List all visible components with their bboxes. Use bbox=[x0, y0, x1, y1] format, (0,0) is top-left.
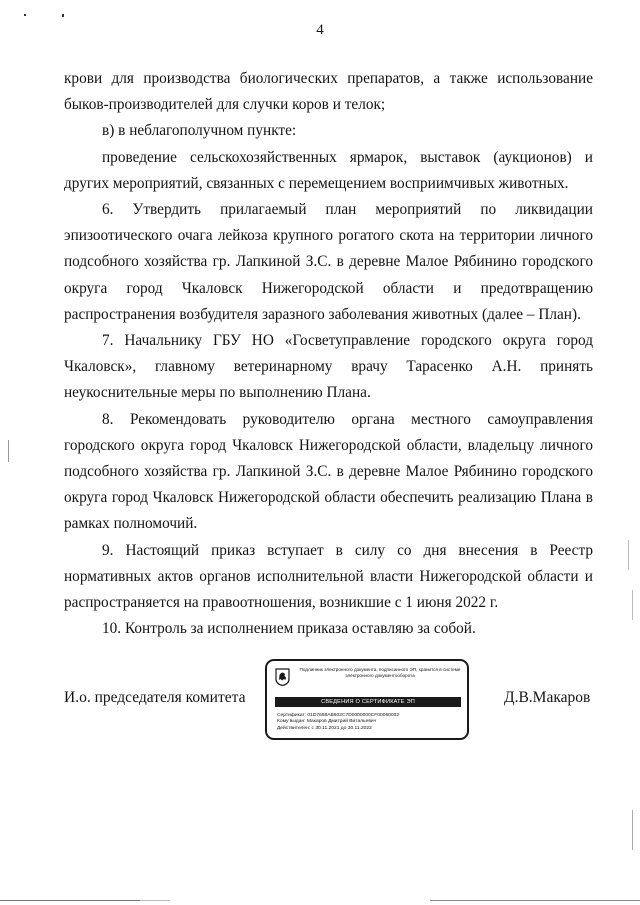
paragraph-item-7: 7. Начальнику ГБУ НО «Госветуправление городского округа город Чкаловск», главному ветеринарному врачу Тарасенко А.Н. принять неукоснительные меры по выполнению Плана. bbox=[64, 332, 593, 402]
signer-position: И.о. председателя комитета bbox=[64, 689, 246, 706]
paragraph-item-10: 10. Контроль за исполнением приказа оставляю за собой. bbox=[102, 620, 476, 638]
electronic-signature-stamp bbox=[265, 659, 469, 740]
certificate-validity: Действителен: с 30.11.2021 до 30.11.2022 bbox=[277, 725, 372, 731]
scan-bottom-line bbox=[430, 900, 640, 901]
scan-edge-mark bbox=[632, 590, 633, 620]
paragraph-subitem-v: в) в неблагополучном пункте: bbox=[102, 122, 297, 140]
paragraph-item-9: 9. Настоящий приказ вступает в силу со дня внесения в Реестр нормативных актов органов исполнительной власти Нижегородской области и распространяется на правоотношения, возникшие с 1 июня 2022 г. bbox=[64, 541, 593, 612]
paragraph-fairs: проведение сельскохозяйственных ярмарок, выставок (аукционов) и других мероприятий, связанных с перемещением восприимчивых животных. bbox=[64, 148, 593, 192]
scan-edge-mark bbox=[628, 540, 629, 570]
document-body bbox=[64, 66, 593, 642]
scan-bottom-line bbox=[140, 900, 170, 901]
signer-name: Д.В.Макаров bbox=[504, 689, 591, 706]
scan-edge-mark bbox=[632, 810, 633, 850]
scan-speck bbox=[24, 14, 26, 16]
scan-bottom-line bbox=[0, 900, 140, 901]
certificate-number: Сертификат: 01D7658AB602C7D0000000CF00060002 bbox=[277, 713, 400, 718]
paragraph-item-6: 6. Утвердить прилагаемый план мероприятий по ликвидации эпизоотического очага лейкоза крупного рогатого скота на территории личного подсобного хозяйства гр. Лапкиной З.С. в деревне Малое Рябинино городского округа город Чкаловск Нижегородской области и предотвращению распространения возбудителя заразного заболевания животных (далее – План). bbox=[64, 201, 593, 323]
coat-of-arms-icon bbox=[275, 668, 290, 686]
stamp-notice: Подлинник электронного документа, подписанного ЭП, хранится в системе электронного документооборота bbox=[299, 667, 461, 678]
stamp-title: СВЕДЕНИЯ О СЕРТИФИКАТЕ ЭП bbox=[275, 697, 461, 707]
paragraph-continuation: крови для производства биологических препаратов, а также использование быков-производителей для случки коров и телок; bbox=[64, 70, 593, 114]
certificate-owner: Кому выдан: Макаров Дмитрий Витальевич bbox=[277, 719, 377, 725]
certificate-details bbox=[277, 713, 465, 732]
scan-speck bbox=[62, 14, 64, 17]
page-number: 4 bbox=[316, 22, 324, 38]
scan-edge-mark bbox=[8, 440, 9, 462]
paragraph-item-8: 8. Рекомендовать руководителю органа местного самоуправления городского округа город Чкаловск Нижегородской области, владельцу личного подсобного хозяйства гр. Лапкиной З.С. в деревне Малое Рябинино городского округа город Чкаловск Нижегородской области обеспечить реализацию Плана в рамках полномочий. bbox=[64, 410, 593, 533]
